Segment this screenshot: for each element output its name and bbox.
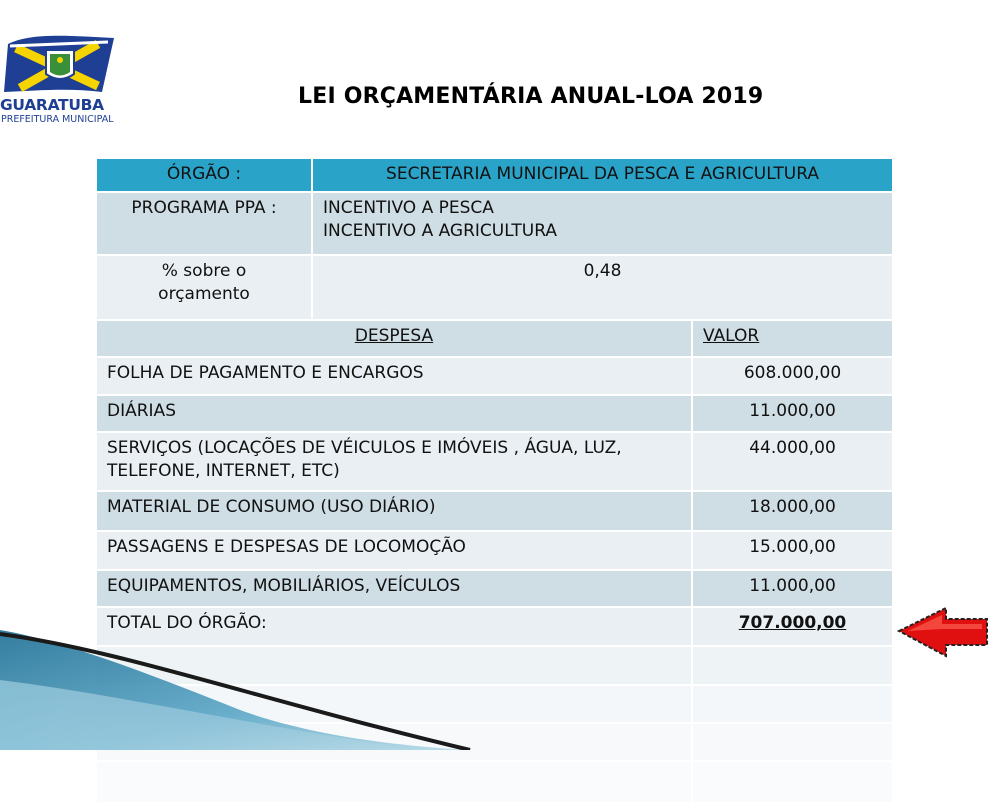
- expense-label: PASSAGENS E DESPESAS DE LOCOMOÇÃO: [97, 532, 693, 569]
- expense-label-line-2: TELEFONE, INTERNET, ETC): [107, 461, 340, 481]
- total-label: TOTAL DO ÓRGÃO:: [97, 608, 693, 645]
- programa-line-2: INCENTIVO A AGRICULTURA: [323, 221, 557, 241]
- expense-value: 11.000,00: [749, 576, 836, 596]
- table-row: [97, 396, 892, 433]
- expense-label: DIÁRIAS: [97, 396, 693, 431]
- logo-name: GUARATUBA: [0, 96, 104, 114]
- expense-value: 608.000,00: [743, 363, 842, 383]
- empty-cell: [693, 762, 892, 802]
- programa-line-1: INCENTIVO A PESCA: [323, 198, 494, 218]
- expense-label: EQUIPAMENTOS, MOBILIÁRIOS, VEÍCULOS: [97, 571, 693, 606]
- percent-row: [97, 256, 892, 321]
- total-value: 707.000,00: [738, 613, 847, 633]
- page-title: LEI ORÇAMENTÁRIA ANUAL-LOA 2019: [298, 84, 764, 109]
- empty-cell: [97, 762, 693, 802]
- programa-row: [97, 193, 892, 256]
- valor-header: VALOR: [703, 326, 760, 346]
- programa-label: PROGRAMA PPA :: [97, 193, 313, 254]
- orgao-row: [97, 159, 892, 193]
- percent-label-line-2: orçamento: [158, 284, 250, 304]
- empty-cell: [693, 647, 892, 684]
- table-row: [97, 492, 892, 532]
- table-row: [97, 571, 892, 608]
- percent-value: 0,48: [583, 261, 622, 281]
- orgao-label: ÓRGÃO :: [97, 159, 313, 191]
- empty-row: [97, 762, 892, 804]
- expense-value: 15.000,00: [749, 537, 836, 557]
- expense-label: MATERIAL DE CONSUMO (USO DIÁRIO): [97, 492, 693, 530]
- orgao-value: SECRETARIA MUNICIPAL DA PESCA E AGRICULTURA: [386, 164, 819, 184]
- percent-label: [97, 256, 313, 319]
- table-row: [97, 358, 892, 396]
- expense-value: 11.000,00: [749, 401, 836, 421]
- expense-value: 18.000,00: [749, 497, 836, 517]
- logo-subtitle: PREFEITURA MUNICIPAL: [1, 114, 114, 125]
- table-row: [97, 532, 892, 571]
- arrow-left-icon: [896, 605, 991, 660]
- flag-emblem-icon: [2, 30, 118, 96]
- expense-label: FOLHA DE PAGAMENTO E ENCARGOS: [97, 358, 693, 394]
- programa-value: [313, 193, 892, 254]
- percent-label-line-1: % sobre o: [161, 261, 247, 281]
- despesa-header: DESPESA: [97, 321, 693, 356]
- decorative-swoosh: [0, 610, 520, 750]
- expense-header-row: [97, 321, 892, 358]
- expense-label: [97, 433, 693, 490]
- guaratuba-logo: [0, 30, 120, 130]
- empty-cell: [693, 686, 892, 722]
- table-row: [97, 433, 892, 492]
- expense-label-line-1: SERVIÇOS (LOCAÇÕES DE VÉICULOS E IMÓVEIS , ÁGUA, LUZ,: [107, 438, 622, 458]
- empty-cell: [693, 724, 892, 760]
- expense-value: 44.000,00: [749, 438, 836, 458]
